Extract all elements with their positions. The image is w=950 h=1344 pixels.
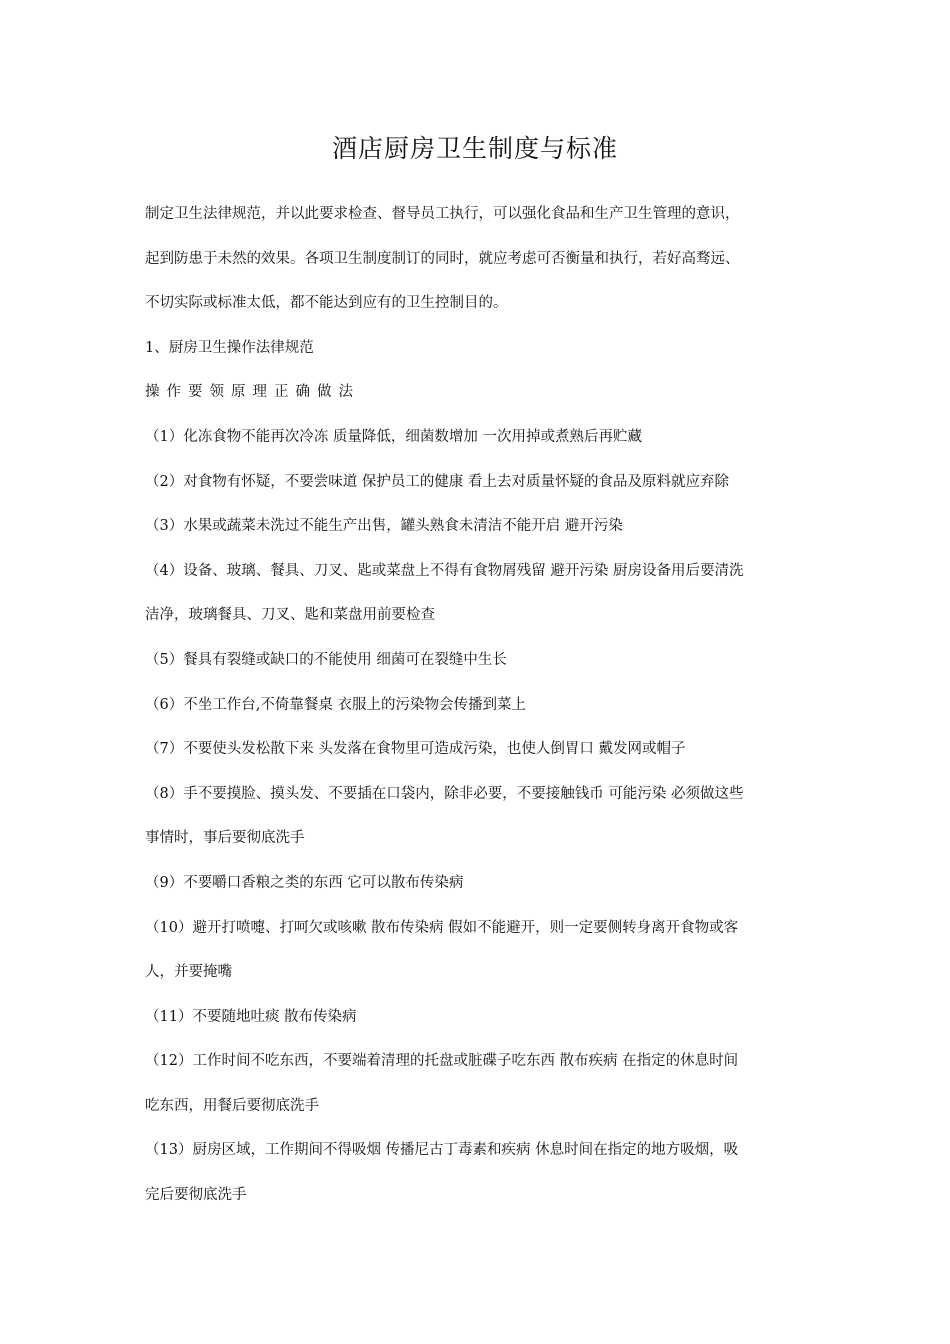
rule-item-13: （13）厨房区域，工作期间不得吸烟 传播尼古丁毒素和疾病 休息时间在指定的地方吸烟，吸 [145,1142,739,1159]
rule-item-12: （12）工作时间不吃东西，不要端着清理的托盘或脏碟子吃东西 散布疾病 在指定的休息时间 [145,1053,739,1070]
rule-item-1: （1）化冻食物不能再次冷冻 质量降低，细菌数增加 一次用掉或煮熟后再贮藏 [145,428,642,445]
rule-item-4: （4）设备、玻璃、餐具、刀叉、匙或菜盘上不得有食物屑残留 避开污染 厨房设备用后要清洗 [145,562,744,579]
document-title: 酒店厨房卫生制度与标准 [331,134,618,163]
rule-item-13-cont: 完后要彻底洗手 [145,1187,247,1204]
rule-item-8: （8）手不要摸脸、摸头发、不要插在口袋内，除非必要，不要接触钱币 可能污染 必须做这些 [145,785,744,802]
document-body [145,192,810,1218]
intro-line-2: 起到防患于未然的效果。各项卫生制度制订的同时，就应考虑可否衡量和执行，若好高骛远、 [145,250,740,267]
section-heading: 1、厨房卫生操作法律规范 [145,339,314,356]
rule-item-3: （3）水果或蔬菜未洗过不能生产出售，罐头熟食未清洁不能开启 避开污染 [145,518,623,535]
rule-item-11: （11）不要随地吐痰 散布传染病 [145,1008,357,1025]
rule-item-5: （5）餐具有裂缝或缺口的不能使用 细菌可在裂缝中生长 [145,651,507,668]
rule-item-9: （9）不要嚼口香粮之类的东西 它可以散布传染病 [145,874,464,891]
table-header-line: 操作要领原理正确做法 [145,384,360,401]
intro-line-3: 不切实际或标准太低，都不能达到应有的卫生控制目的。 [145,295,508,312]
intro-line-1: 制定卫生法律规范，并以此要求检查、督导员工执行，可以强化食品和生产卫生管理的意识， [145,206,740,222]
rule-item-8-cont: 事情时，事后要彻底洗手 [145,830,305,847]
rule-item-2: （2）对食物有怀疑，不要尝味道 保护员工的健康 看上去对质量怀疑的食品及原料就应弃除 [145,473,729,490]
rule-item-10-cont: 人，并要掩嘴 [145,964,232,981]
rule-item-7: （7）不要使头发松散下来 头发落在食物里可造成污染，也使人倒胃口 戴发网或帽子 [145,741,686,758]
rule-item-10: （10）避开打喷嚏、打呵欠或咳嗽 散布传染病 假如不能避开，则一定要侧转身离开食物或客 [145,919,739,936]
rule-item-4-cont: 洁净，玻璃餐具、刀叉、匙和菜盘用前要检查 [145,607,435,624]
rule-item-12-cont: 吃东西，用餐后要彻底洗手 [145,1097,319,1114]
rule-item-6: （6）不坐工作台,不倚靠餐桌 衣服上的污染物会传播到菜上 [145,696,526,713]
